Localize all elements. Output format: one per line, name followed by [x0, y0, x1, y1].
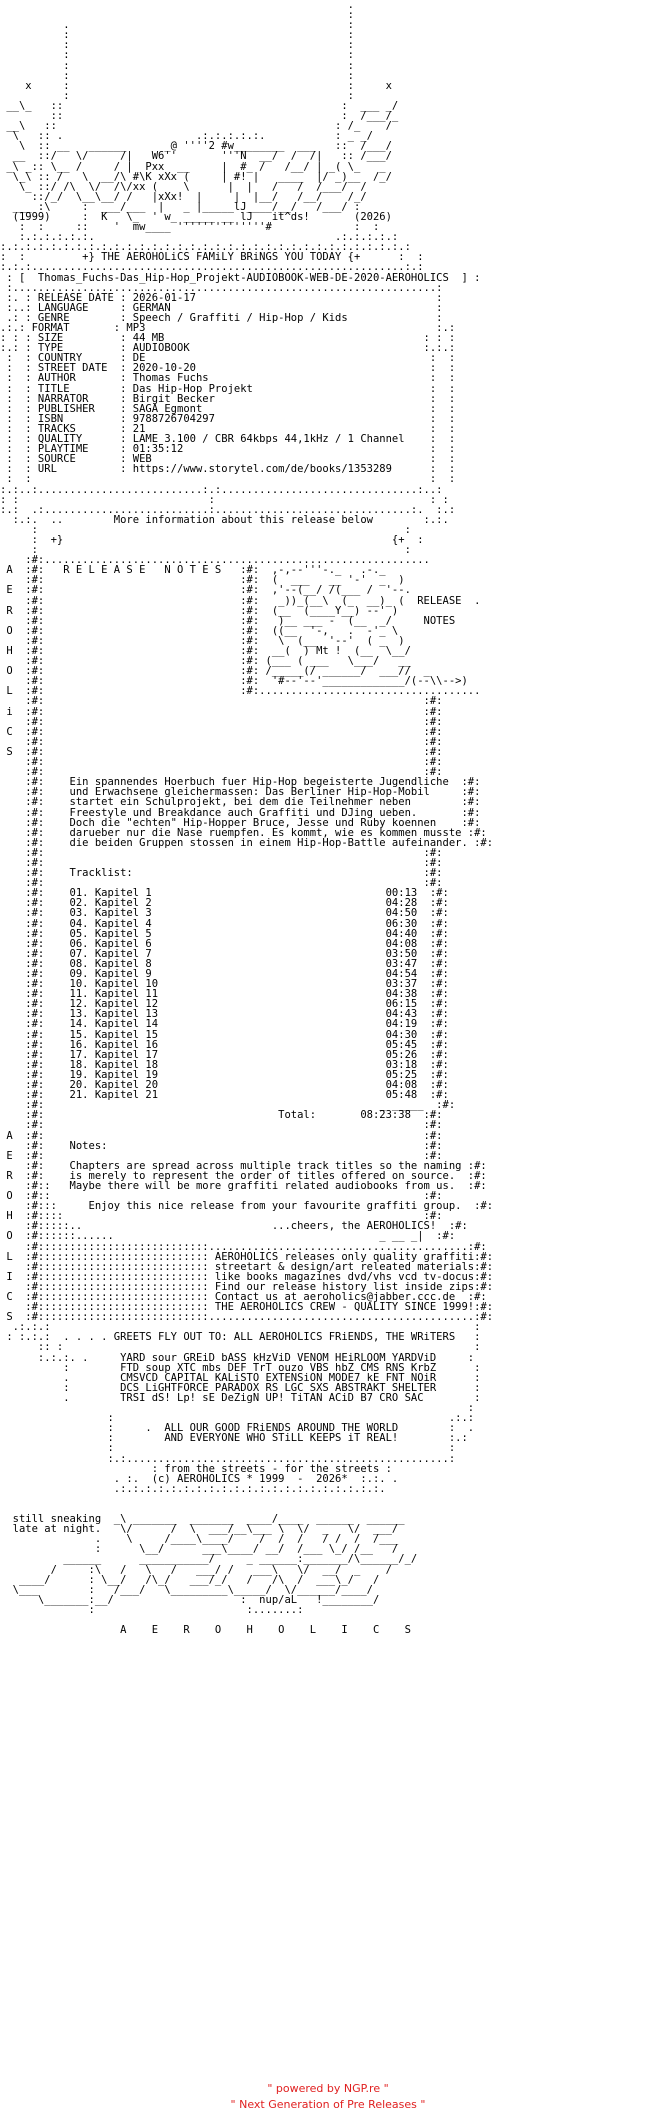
nfo-line: : : [0, 49, 355, 62]
nfo-line: : : [0, 89, 355, 102]
nfo-line: :#: Tracklist: :#: [0, 867, 443, 880]
nfo-line: :#: und Erwachsene gleichermassen: Das Berliner Hip-Hop-Mobil :#: [0, 786, 481, 799]
nfo-line: C :#::::::::::::::::::::::::::: Contact us at aeroholics@jabber.ccc.de :#: [0, 1291, 487, 1303]
nfo-line: : .:.: [0, 1412, 475, 1425]
nfo-line: :#: Ein spannendes Hoerbuch fuer Hip-Hop begeisterte Jugendliche :#: [0, 776, 481, 789]
nfo-line: :#: 14. Kapitel 14 04:19 :#: [0, 1018, 449, 1031]
nfo-line: (1999) : K \_ ' w_ _____ __ lJ it^ds! (2026) [0, 210, 392, 223]
nfo-line: :#: _ _____ :#: [0, 1099, 456, 1112]
nfo-line: R :#: is merely to represent the order of titles offered on source. :#: [0, 1169, 487, 1182]
nfo-line: :.: : TYPE : AUDIOBOOK :.:.: [0, 342, 456, 355]
nfo-line: :#: 11. Kapitel 11 04:38 :#: [0, 988, 449, 1001]
nfo-line: : from the streets - for the streets : [0, 1462, 392, 1475]
nfo-line: :.:.:...........................................................:.: [0, 261, 424, 274]
nfo-line: : : PUBLISHER : SAGA Egmont : : [0, 402, 456, 415]
nfo-line: :.:.:. . YARD sour GREiD bASS kHzViD VENOM HEiRLOOM YARDViD : [0, 1351, 475, 1364]
nfo-line: S :#:::::::::::::::::::::::::::..........................................:#: [0, 1311, 494, 1324]
footer-tagline [0, 2098, 656, 2112]
nfo-line: :#:: Maybe there will be more graffiti related audiobooks from us. :#: [0, 1179, 487, 1192]
nfo-line: A :#: R E L E A S E N O T E S :#: ,-,--'''-._ .-._ [0, 564, 386, 577]
nfo-line: :#: 19. Kapitel 19 05:25 :#: [0, 1068, 449, 1081]
nfo-line: / :\ / \ / ___/ / ___\ \/ __/ _ / [0, 1563, 392, 1576]
nfo-line: : : PLAYTIME : 01:35:12 : : [0, 443, 456, 456]
nfo-line: :: : /___/_ [0, 110, 405, 123]
nfo-line: : :.:.: . . . . GREETS FLY OUT TO: ALL AEROHOLICS FRiENDS, THE WRiTERS : [0, 1331, 481, 1344]
nfo-line: : : : SIZE : 44 MB : : : [0, 332, 456, 345]
nfo-line: :#: :#: \ (__ '--' ( _ ) [0, 634, 405, 647]
nfo-line: :#: Freestyle und Breakdance auch Graffiti und DJing ueben. :#: [0, 806, 481, 819]
nfo-line: :#: 07. Kapitel 7 03:50 :#: [0, 947, 449, 960]
nfo-line: C :#: :#: [0, 725, 443, 738]
nfo-line: : . ALL OUR GOOD FRiENDS AROUND THE WORLD : . [0, 1422, 475, 1435]
nfo-line: : DCS LiGHTFORCE PARADOX RS LGC SXS ABSTRAKT SHELTER : [0, 1381, 481, 1394]
nfo-line: : FTD soup XTC mbs DEF TrT ouzo VBS hbZ CMS RNS KrbZ : [0, 1361, 481, 1374]
nfo-line: :#: startet ein Schulprojekt, bei dem die Teilnehmer neben :#: [0, 796, 481, 809]
nfo-line: :#: :#: [0, 695, 443, 708]
nfo-line: :#: 02. Kapitel 2 04:28 :#: [0, 897, 449, 910]
nfo-line: :#: :#: (___ ( ___ \___/ __ [0, 655, 411, 668]
nfo-line: R :#: :#: (__ (____Y__) --' ) [0, 604, 399, 617]
nfo-line: \_______:__/ : nup/aL !________/ [0, 1593, 380, 1606]
nfo-line: __\ :: : /_ / [0, 120, 392, 133]
nfo-line: :#:::::.. ...cheers, the AEROHOLICS! :#: [0, 1220, 468, 1233]
nfo-line: :#:::::::::::::::::::::::::::.........................................:#: [0, 1240, 487, 1253]
nfo-line: __ ::/ \/ /| W6'' '''N __/ / /| :: /___/ [0, 150, 399, 163]
nfo-line: : : TITLE : Das Hip-Hop Projekt : : [0, 382, 456, 395]
nfo-line: : : [0, 29, 355, 42]
nfo-line: :#::::::::::::::::::::::::::: streetart & design/art releated materials:#: [0, 1260, 494, 1273]
nfo-line: :#: :#: [0, 846, 443, 859]
nfo-line: L :#::::::::::::::::::::::::::: AEROHOLICS releases only quality graffiti:#: [0, 1250, 494, 1263]
nfo-line: :#: :#: [0, 756, 443, 769]
nfo-line: still sneaking _\ _______ _______ ____/____ ______ ______ [0, 1513, 405, 1526]
nfo-line: . : [0, 19, 355, 32]
nfo-line: : : SOURCE : WEB : : [0, 453, 456, 466]
nfo-line: :#::: Enjoy this nice release from your favourite graffiti group. :#: [0, 1200, 494, 1213]
nfo-line: :#: 01. Kapitel 1 00:13 :#: [0, 887, 449, 900]
nfo-line: :#: die beiden Gruppen stossen in einem Hip-Hop-Battle aufeinander. :#: [0, 836, 494, 849]
nfo-line: ___ :\ : ___/___ | _ |_____lJ____/__/ /___/ : [0, 200, 361, 213]
nfo-line: :#::::::::::::::::::::::::::: Find our release history list inside zips:#: [0, 1280, 494, 1293]
nfo-line: :.:...................................................: [0, 1452, 456, 1465]
nfo-line: L :#: :#:................................... [0, 685, 481, 698]
nfo-line: . \ /____\____/ / / / / / / /___ [0, 1533, 399, 1546]
nfo-line: .:.: FORMAT : MP3 :.: [0, 322, 456, 334]
nfo-line: :.: .:..........................:...............................:. :.: [0, 503, 456, 516]
nfo-line: :#: :#: _))_(__\ (_ __)_ ( RELEASE . [0, 594, 481, 607]
nfo-line: :...................................................................: [0, 281, 443, 294]
nfo-line: :#: 03. Kapitel 3 04:50 :#: [0, 907, 449, 920]
nfo-line: : : TRACKS : 21 : : [0, 422, 456, 435]
nfo-line: : : COUNTRY : DE : : [0, 352, 456, 365]
nfo-line: :#: :#: [0, 877, 443, 890]
nfo-line: E :#: :#: [0, 1149, 443, 1162]
nfo-line: O :#: :#: /_____(/ ______/ ___// _ [0, 665, 430, 678]
nfo-line: :#: :#: ( ___ __ '-' _ ) [0, 574, 405, 587]
nfo-line: : : [0, 544, 411, 557]
nfo-line: :#: :#: [0, 735, 443, 748]
nfo-line: ______ ___________/ _ ______:_______/\______/_/ [0, 1553, 418, 1566]
nfo-line: :.:.:.:.:.:. .:.:.:.:.: [0, 231, 399, 244]
nfo-line: late at night. \/ / \ ___/__\___ \ \/ _ \/ ___/ [0, 1523, 399, 1536]
nfo-line: :..: LANGUAGE : GERMAN : [0, 301, 443, 314]
nfo-line: _\ _:: \__ / / | Pxx __ | #_ / /__/ | _( \_ _ [0, 160, 386, 173]
nfo-line: :.:. .. More information about this release below :.:. [0, 513, 449, 526]
nfo-line: :#: :#: '#--'--'_____________/(--\\-->) [0, 675, 468, 688]
nfo-line: :.:..:..........................:.:...............................:..: [0, 483, 443, 496]
nfo-line: : : : : : [0, 493, 449, 506]
nfo-line: :. : RELEASE DATE : 2026-01-17 : [0, 291, 443, 304]
nfo-line: :#: 18. Kapitel 18 03:18 :#: [0, 1058, 449, 1071]
nfo-line: :#: :#: [0, 856, 443, 869]
nfo-line: :#: 21. Kapitel 21 05:48 :#: [0, 1089, 449, 1102]
nfo-line: : [ Thomas_Fuchs-Das_Hip-Hop_Projekt-AUDIOBOOK-WEB-DE-2020-AEROHOLICS ] : [0, 271, 481, 284]
nfo-line: __\_ :: : ___ _/ [0, 99, 405, 112]
nfo-line: :#: Total: 08:23:38 :#: [0, 1109, 443, 1122]
nfo-line: :#: Chapters are spread across multiple track titles so the naming :#: [0, 1159, 487, 1172]
nfo-line: H :#:::: :#: [0, 1210, 443, 1223]
nfo-line: :: : : [0, 1341, 481, 1354]
nfo-line: O :#: :#: ((__ '-, . -'_ \ [0, 624, 399, 637]
nfo-line: :#: darueber nur die Nase ruempfen. Es kommt, wie es kommen musste :#: [0, 826, 487, 839]
nfo-line: H :#: :#: __( ) Mt ! (__ \__/ [0, 645, 411, 657]
footer-powered-by [0, 2082, 656, 2096]
nfo-line: . CMSVCD CAPITAL KALiSTO EXTENSiON MODE7 kE FNT NOiR : [0, 1371, 481, 1384]
nfo-line: : : ISBN : 9788726704297 : : [0, 412, 456, 425]
nfo-line: :#: 13. Kapitel 13 04:43 :#: [0, 1008, 449, 1021]
nfo-line: : : AUTHOR : Thomas Fuchs : : [0, 372, 456, 385]
nfo-line: : AND EVERYONE WHO STiLL KEEPS iT REAL! :.: [0, 1432, 468, 1445]
nfo-line: :#: Doch die "echten" Hip-Hopper Bruce, Jesse und Ruby koennen :#: [0, 816, 481, 829]
nfo-line: :#: 09. Kapitel 9 04:54 :#: [0, 968, 449, 980]
nfo-line: :#: 05. Kapitel 5 04:40 :#: [0, 927, 449, 940]
nfo-line: :#: 16. Kapitel 16 05:45 :#: [0, 1038, 449, 1051]
nfo-line: O :#:: :#: [0, 1190, 443, 1203]
nfo-line: :#::::::::::::::::::::::::::: THE AEROHOLICS CREW - QUALITY SINCE 1999!:#: [0, 1301, 494, 1314]
nfo-line: : : :: ' mw____ ''''''''''''''# : : [0, 221, 380, 234]
nfo-line: : : [0, 69, 355, 82]
nfo-line: \ :: . .:.:.:.:.:. : _ _/ [0, 130, 373, 143]
nfo-line: A E R O H O L I C S [0, 1624, 411, 1636]
nfo-line: :#: 06. Kapitel 6 04:08 :#: [0, 937, 449, 950]
nfo-line: : : [0, 523, 411, 536]
nfo-line: .:.:.:.:.:.:.:.:.:.:.:.:.:.:.:.:.:.:.:.:.:. [0, 1482, 386, 1495]
nfo-line: I :#::::::::::::::::::::::::::: like books magazines dvd/vhs vcd tv-docus:#: [0, 1270, 494, 1283]
nfo-line: :#: :#: [0, 766, 443, 779]
nfo-line: . :. (c) AEROHOLICS * 1999 - 2026* :.:. . [0, 1472, 399, 1485]
nfo-line: i :#: :#: [0, 705, 443, 718]
nfo-line: : [0, 9, 355, 22]
nfo-line: x : : x [0, 79, 392, 92]
nfo-line: : [0, 1402, 475, 1415]
nfo-line: :#: 04. Kapitel 4 06:30 :#: [0, 917, 449, 930]
nfo-line: ____/ : \__/ /\_/ ___/_/ / /\ / ___\_/ / [0, 1573, 380, 1586]
nfo-line: :#: Notes: :#: [0, 1139, 443, 1152]
nfo-line: :#: 20. Kapitel 20 04:08 :#: [0, 1079, 449, 1092]
nfo-line: E :#: :#: ,'--(__/ /(___ / '--. [0, 584, 411, 597]
nfo-line: : : [0, 1442, 456, 1455]
nfo-line: S :#: :#: [0, 745, 443, 758]
tagline-text: " Next Generation of Pre Releases " [230, 2098, 426, 2111]
nfo-line: : : : : [0, 473, 456, 486]
nfo-line: ::/_/ \__\__/ / |xXx! | | |__/ /__/ /_/ [0, 190, 373, 203]
ngp-link[interactable]: " powered by NGP.re " [267, 2082, 389, 2095]
nfo-line: : : STREET DATE : 2020-10-20 : : [0, 362, 456, 375]
nfo-line: :#: :#: [0, 1119, 443, 1132]
nfo-line: : : [0, 39, 355, 52]
nfo-line: :#: :#: )__ ___ - (__ _/ NOTES [0, 614, 456, 627]
nfo-line: :#: 15. Kapitel 15 04:30 :#: [0, 1028, 449, 1041]
nfo-line: : +} {+ : [0, 533, 424, 546]
nfo-line: :#: 12. Kapitel 12 06:15 :#: [0, 998, 449, 1011]
nfo-line: \_\ :: / \ __/\ #\K xXx ( | #! | ____ |/ _)__ /_/ [0, 170, 392, 183]
nfo-line: A :#: :#: [0, 1129, 443, 1142]
nfo-line: . TRSI dS! Lp! sE DeZigN UP! TiTAN ACiD B7 CRO SAC : [0, 1391, 481, 1404]
nfo-line: :#: :#: [0, 715, 443, 728]
nfo-line: : : [0, 59, 355, 72]
nfo-line: : :.......: [0, 1603, 304, 1616]
nfo-line: : : NARRATOR : Birgit Becker : : [0, 392, 456, 405]
nfo-line: : : +} THE AEROHOLiCS FAMiLY BRiNGS YOU TODAY {+ : : [0, 251, 424, 264]
nfo-line: : : QUALITY : LAME 3.100 / CBR 64kbps 44,1kHz / 1 Channel : : [0, 433, 456, 446]
nfo-line: . [0, 0, 355, 11]
nfo-line: : : URL : https://www.storytel.com/de/books/1353289 : : [0, 463, 456, 476]
nfo-line: \___ : /___/ \_________\_____/ \/______/____/ [0, 1583, 373, 1596]
nfo-line: \_ ::/ /\ \/ /\/xx ( \ | | / / /___/ / [0, 180, 367, 193]
nfo-line: :#: 17. Kapitel 17 05:26 :#: [0, 1048, 449, 1061]
nfo-line: :#: 08. Kapitel 8 03:47 :#: [0, 957, 449, 970]
nfo-line: O :#::::::...... _ __ _| :#: [0, 1230, 456, 1243]
nfo-line: :#: 10. Kapitel 10 03:37 :#: [0, 978, 449, 991]
nfo-line: \ :: __ ______ _@ ''''2 #w________ ___ :: /___/ [0, 140, 392, 153]
nfo-line: .:.:.: : [0, 1321, 481, 1334]
nfo-line: :.:.:.:.:.:.:.:.:.:.:.:.:.:.:.:.:.:.:.:.:.:.:.:.:.:.:.:.:.:.:.:.: [0, 241, 411, 254]
nfo-line: : \__/ ___\____/ __/ /___ \_/ /__ / [0, 1543, 399, 1556]
nfo-line: .: : GENRE : Speech / Graffiti / Hip-Hop / Kids : [0, 311, 443, 324]
nfo-line: :#:............................................................. [0, 554, 430, 567]
